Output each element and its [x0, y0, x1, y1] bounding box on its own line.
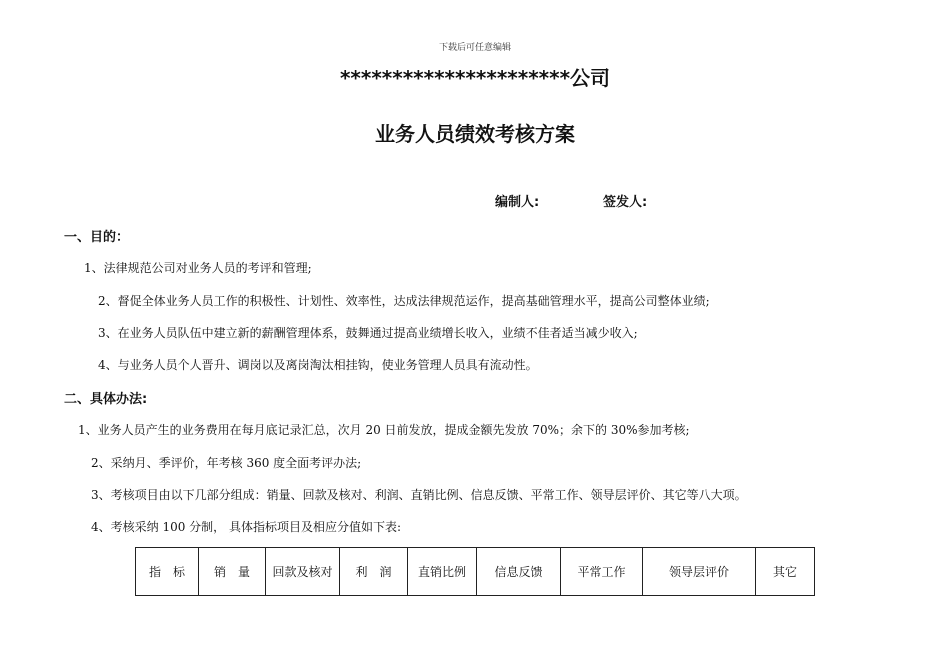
issuer-label: 签发人: [603, 195, 648, 210]
section-purpose-heading: 一、目的： [64, 230, 130, 245]
method-item-4: 4、考核采纳 100 分制， 具体指标项目及相应分值如下表: [91, 520, 402, 534]
editor-label: 编制人: [495, 195, 540, 210]
table-header-cell: 指 标 [136, 548, 199, 596]
method-item-2: 2、采纳月、季评价，年考核 360 度全面考评办法; [91, 456, 362, 470]
section-methods-heading: 二、具体办法: [64, 392, 148, 407]
header-note: 下载后可任意编辑 [438, 43, 511, 53]
table-header-cell: 其它 [756, 548, 815, 596]
table-header-cell: 回款及核对 [266, 548, 340, 596]
purpose-item-4: 4、与业务人员个人晋升、调岗以及离岗淘汰相挂钩，使业务管理人员具有流动性。 [98, 358, 538, 372]
method-item-1: 1、业务人员产生的业务费用在每月底记录汇总，次月 20 日前发放，提成金额先发放 70%；余下的 30%参加考核; [78, 423, 690, 437]
table-row [136, 548, 815, 596]
document-title: 业务人员绩效考核方案 [375, 122, 575, 146]
table-header-cell: 平常工作 [561, 548, 643, 596]
indicator-table [135, 547, 815, 596]
purpose-item-2: 2、督促全体业务人员工作的积极性、计划性、效率性，达成法律规范运作，提高基础管理水平，提高公司整体业绩; [98, 294, 710, 308]
table-header-cell: 领导层评价 [643, 548, 756, 596]
purpose-item-3: 3、在业务人员队伍中建立新的薪酬管理体系，鼓舞通过提高业绩增长收入，业绩不佳者适当减少收入; [98, 326, 638, 340]
table-header-cell: 利 润 [340, 548, 408, 596]
purpose-item-1: 1、法律规范公司对业务人员的考评和管理; [84, 261, 312, 275]
table-header-cell: 信息反馈 [477, 548, 561, 596]
company-name: **********************公司 [339, 66, 611, 90]
method-item-3: 3、考核项目由以下几部分组成：销量、回款及核对、利润、直销比例、信息反馈、平常工作、领导层评价、其它等八大项。 [91, 488, 747, 502]
table-header-cell: 直销比例 [408, 548, 477, 596]
table-header-cell: 销 量 [199, 548, 266, 596]
